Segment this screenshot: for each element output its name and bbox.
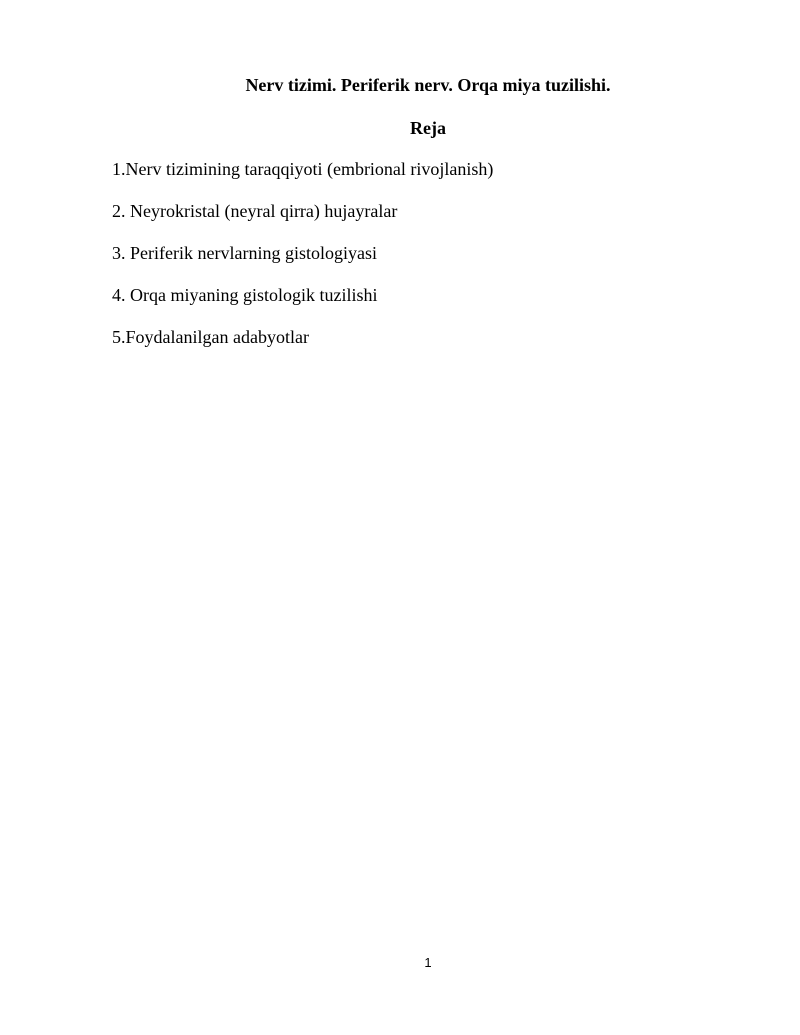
plan-item: 2. Neyrokristal (neyral qirra) hujayralar: [112, 201, 398, 221]
page-number: 1: [424, 955, 432, 970]
plan-item: 3. Periferik nervlarning gistologiyasi: [112, 243, 377, 263]
plan-item: 1.Nerv tizimining taraqqiyoti (embrional rivojlanish): [112, 159, 494, 179]
plan-list: [112, 157, 493, 367]
plan-heading: Reja: [410, 118, 446, 138]
plan-item: 5.Foydalanilgan adabyotlar: [112, 327, 309, 347]
document-title: Nerv tizimi. Periferik nerv. Orqa miya tuzilishi.: [245, 75, 611, 95]
plan-item: 4. Orqa miyaning gistologik tuzilishi: [112, 285, 378, 305]
